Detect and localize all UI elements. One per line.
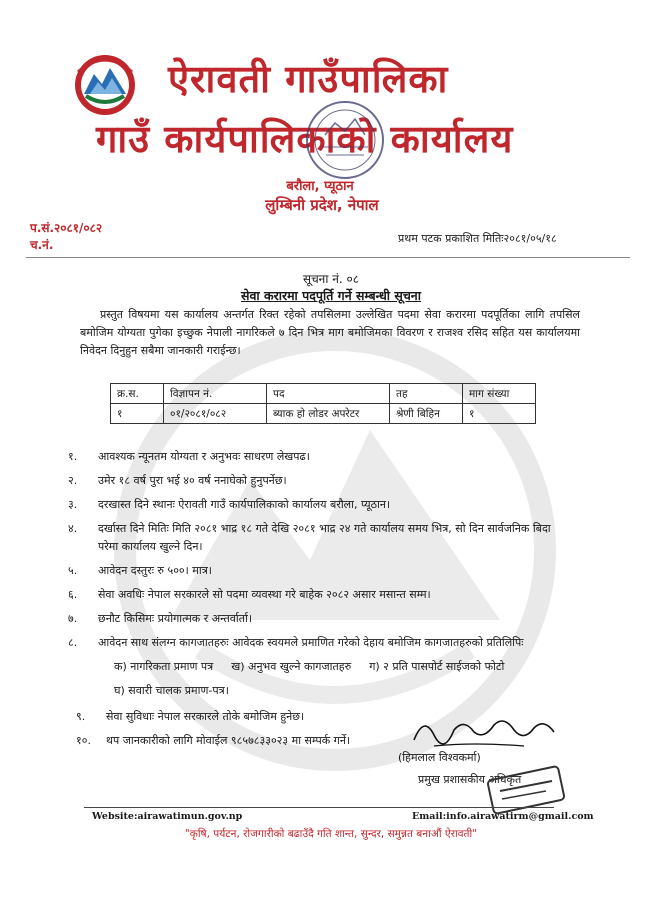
office-address: बरौला, प्यूठान [286, 179, 354, 194]
website-link[interactable]: Website:airawatimun.gov.np [92, 811, 243, 822]
table-header-row [111, 384, 536, 404]
header-cell: पद [267, 384, 390, 404]
vacancy-table [110, 383, 536, 424]
doc-photo: ग) २ प्रति पासपोर्ट साईजको फोटो [369, 660, 505, 673]
header-cell: तह [390, 384, 463, 404]
list-item: ६. सेवा अवधिः नेपाल सरकारले सो पदमा व्यवस्था गरे बाहेक २०८२ असार मसान्त सम्म। [68, 588, 431, 601]
reference-number: प.सं.२०८१/०८२ [30, 221, 103, 235]
doc-experience: ख) अनुभव खुल्ने कागजातहरु [231, 660, 352, 673]
table-cell: १ [111, 404, 164, 424]
doc-driving-license: घ) सवारी चालक प्रमाण-पत्र। [114, 684, 229, 697]
list-item: २. उमेर १८ वर्ष पुरा भई ४० वर्ष ननाघेको हुनुपर्नेछ। [68, 474, 287, 487]
handwritten-signature [404, 710, 564, 750]
email-link[interactable]: Email:info.airawatirm@gmail.com [412, 811, 594, 822]
notice-title: सेवा करारमा पदपूर्ति गर्ने सम्बन्धी सूचना [241, 288, 421, 303]
header-divider [26, 257, 630, 258]
footer-divider [84, 807, 554, 808]
list-item: ३. दरखास्त दिने स्थानः ऐरावती गाउँ कार्यपालिकाको कार्यालय बरौला, प्यूठान। [68, 498, 391, 511]
notice-intro: प्रस्तुत विषयमा यस कार्यालय अन्तर्गत रिक्त रहेको तपसिलमा उल्लेखित पदमा सेवा करारमा पदपूर्तिका लागि तपसिल बमोजिम योग्यता पुगेका इच्छुक नेपाली नागरिकले ७ दिन भित्र माग बमोजिमका विवरण र राजश्व रसिद सहित यस कार्यालयमा निवेदन दिनुहुन सबैमा जानकारी गराईन्छ। [80, 308, 580, 357]
dispatch-number: च.नं. [30, 238, 54, 252]
doc-citizenship: क) नागरिकता प्रमाण पत्र [114, 660, 214, 673]
document-row [68, 682, 568, 700]
office-rubber-stamp [300, 95, 390, 185]
table-cell: १ [463, 404, 536, 424]
header-cell: क्र.स. [111, 384, 164, 404]
header-cell: माग संख्या [463, 384, 536, 404]
header-cell: विज्ञापन नं. [164, 384, 267, 404]
list-item: ५. आवेदन दस्तुरः रु ५००। मात्र। [68, 564, 212, 577]
signatory-title: प्रमुख प्रशासकीय अधिकृत [418, 773, 522, 786]
nepal-emblem-logo [72, 52, 138, 118]
list-item: ९. सेवा सुविधाः नेपाल सरकारले तोके बमोजिम हुनेछ। [76, 710, 305, 723]
list-item: १०. थप जानकारीको लागि मोवाईल ९८५७८३३०२३ मा सम्पर्क गर्ने। [76, 734, 351, 747]
list-item: १. आवश्यक न्यूनतम योग्यता र अनुभवः साधरण लेखपढ। [68, 450, 310, 463]
document-row [68, 658, 568, 676]
office-name: गाउँ कार्यपालिकाको कार्यालय [96, 117, 514, 161]
office-province: लुम्बिनी प्रदेश, नेपाल [265, 196, 379, 214]
slogan: "कृषि, पर्यटन, रोजगारीको बढाउँदै गति शान्त, सुन्दर, समुन्नत बनाऔं ऐरावती" [184, 828, 478, 840]
signatory-name: (हिमलाल विश्वकर्मा) [398, 751, 481, 764]
table-cell: श्रेणी बिहिन [390, 404, 463, 424]
list-item: ७. छनौट किसिमः प्रयोगात्मक र अन्तर्वार्ता। [68, 612, 253, 625]
table-cell: ब्याक हो लोडर अपरेटर [267, 404, 390, 424]
list-item: ४. दर्खास्त दिने मितिः मिति २०८१ भाद्र १८ गते देखि २०८१ भाद्र २४ गते कार्यालय समय भित्र, सो दिन सार्वजनिक बिदा परेमा कार्यालय खुल्ने दिन। [68, 522, 551, 553]
published-date: प्रथम पटक प्रकाशित मितिः२०८१/०५/१८ [398, 232, 557, 245]
municipality-name: ऐरावती गाउँपालिका [168, 57, 449, 101]
list-item: ८. आवेदन साथ संलग्न कागजातहरुः आवेदक स्वयमले प्रमाणित गरेको देहाय बमोजिम कागजातहरुको प्रतिलिपिः [68, 636, 524, 649]
notice-number: सूचना नं. ०८ [302, 272, 360, 286]
table-row [111, 404, 536, 424]
table-cell: ०१/२०८१/०८२ [164, 404, 267, 424]
